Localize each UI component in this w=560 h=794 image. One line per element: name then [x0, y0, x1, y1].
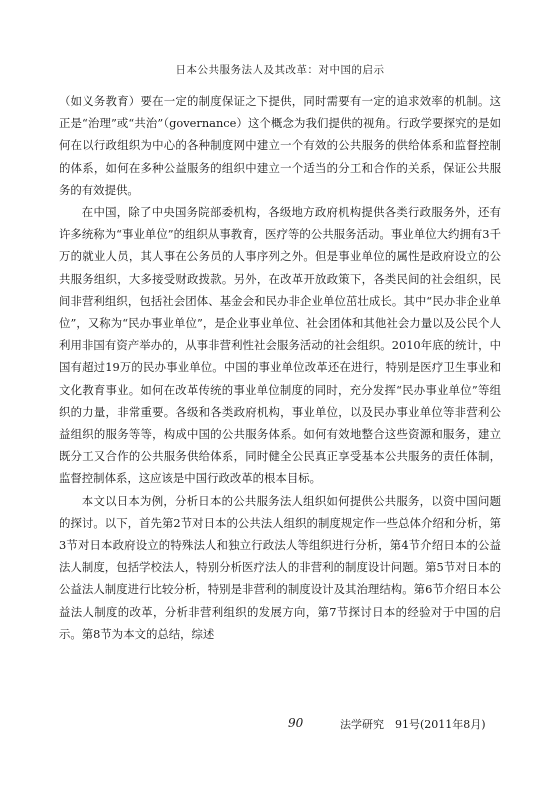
paragraph: 在中国，除了中央国务院部委机构，各级地方政府机构提供各类行政服务外，还有许多统称为“事业单位”的组织从事教育，医疗等的公共服务活动。事业单位大约拥有3千万的就业人员，其人事在公务员的人事序列之外。但是事业单位的属性是政府设立的公共服务组织，大多接受财政拨款。另外，在改革开放政策下，各类民间的社会组织，民间非营利组织，包括社会团体、基金会和民办非企业单位茁壮成长。其中“民办非企业单位”，又称为“民办事业单位”，是企业事业单位、社会团体和其他社会力量以及公民个人利用非国有资产举办的，从事非营利性社会服务活动的社会组织。2010年底的统计，中国有超过19万的民办事业单位。中国的事业单位改革还在进行，特别是医疗卫生事业和文化教育事业。如何在改革传统的事业单位制度的同时，充分发挥“民办事业单位”等组织的力量，非常重要。各级和各类政府机构，事业单位，以及民办事业单位等非营利公益组织的服务等等，构成中国的公共服务体系。如何有效地整合这些资源和服务，建立既分工又合作的公共服务供给体系，同时健全公民真正享受基本公共服务的责任体制，监督控制体系，这应该是中国行政改革的根本目标。	[59, 205, 501, 486]
running-header: 日本公共服务法人及其改革：对中国的启示	[175, 64, 385, 76]
paragraph-continuation: （如义务教育）要在一定的制度保证之下提供，同时需要有一定的追求效率的机制。这正是“治理”或“共治”（governance）这个概念为我们提供的视角。行政学要探究的是如何在以行政组织为中心的各种制度网中建立一个有效的公共服务的供给体系和监督控制的体系，如何在多种公益服务的组织中建立一个适当的分工和合作的关系，保证公共服务的有效提供。	[59, 94, 501, 197]
page-number: 90	[288, 716, 304, 730]
body-text	[59, 90, 501, 645]
journal-info: 法学研究 91号(2011年8月)	[340, 718, 486, 731]
paragraph: 本文以日本为例，分析日本的公共服务法人组织如何提供公共服务，以资中国问题的探讨。以下，首先第2节对日本的公共法人组织的制度规定作一些总体介绍和分析，第3节对日本政府设立的特殊法人和独立行政法人等组织进行分析，第4节介绍日本的公益法人制度，包括学校法人，特别分析医疗法人的非营利的制度设计问题。第5节对日本的公益法人制度进行比较分析，特别是非营利的制度设计及其治理结构。第6节介绍日本公益法人制度的改革，分析非营利组织的发展方向，第7节探讨日本的经验对于中国的启示。第8节为本文的总结，综述	[59, 493, 501, 641]
